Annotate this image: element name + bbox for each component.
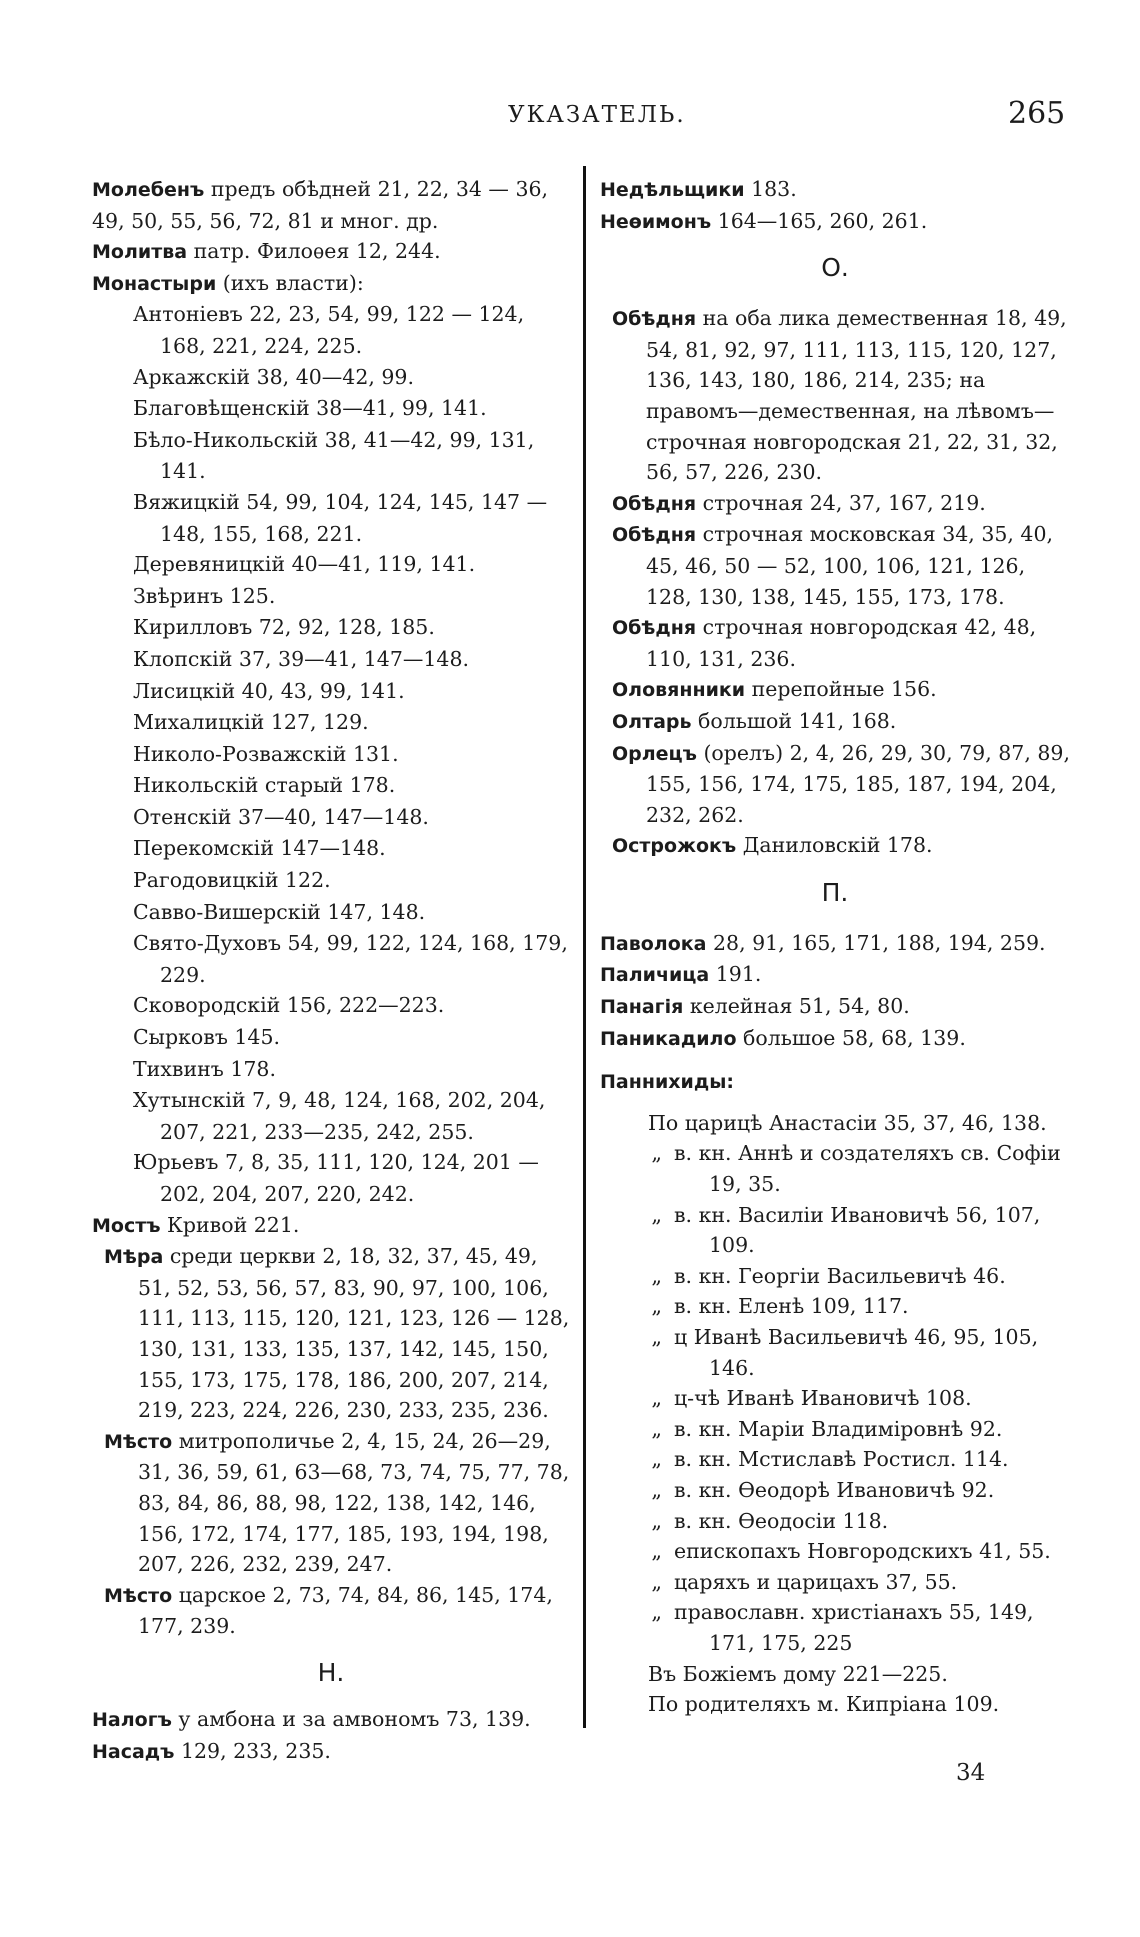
- entry-headword: Орлецъ: [612, 742, 697, 765]
- entry-headword: Мѣра: [104, 1246, 164, 1269]
- pannikhidy-heading: Паннихиды:: [600, 1071, 734, 1094]
- entry-headword: Обѣдня: [612, 524, 697, 547]
- index-entry: [92, 928, 570, 990]
- entry-references: Звѣринъ 125.: [133, 583, 276, 608]
- entry-references: Отенскій 37—40, 147—148.: [133, 804, 429, 829]
- index-entry: [92, 739, 570, 771]
- entry-headword: Обѣдня: [612, 617, 697, 640]
- entry-headword: Обѣдня: [612, 492, 697, 515]
- ditto-mark: „: [651, 1539, 662, 1564]
- entry-references: царское 2, 73, 74, 84, 86, 145, 174, 177, 239.: [138, 1582, 553, 1639]
- pannikhida-text: в. кн. Еленѣ 109, 117.: [674, 1294, 909, 1319]
- index-entry: [92, 299, 570, 361]
- pannikhidy-first: По царицѣ Анастасіи 35, 37, 46, 138.: [648, 1110, 1047, 1135]
- index-entry: [92, 897, 570, 929]
- entry-headword: Мостъ: [92, 1214, 161, 1237]
- pannikhidy-after-2: По родителяхъ м. Кипріана 109.: [648, 1692, 1000, 1717]
- entry-headword: Монастыри: [92, 272, 217, 295]
- entry-references: Сковородскій 156, 222—223.: [133, 993, 445, 1018]
- pannikhida-item: [600, 1200, 1070, 1261]
- pannikhida-item: [600, 1444, 1070, 1475]
- entry-references: 191.: [709, 962, 762, 987]
- ditto-mark: „: [651, 1508, 662, 1533]
- right-column: [600, 174, 1070, 1720]
- ditto-mark: „: [651, 1447, 662, 1472]
- ditto-mark: „: [651, 1141, 662, 1166]
- index-entry: [92, 1054, 570, 1086]
- entry-references: Хутынскій 7, 9, 48, 124, 168, 202, 204, 207, 221, 233—235, 242, 255.: [133, 1088, 546, 1144]
- index-entry: [600, 738, 1070, 831]
- pannikhida-item: [600, 1536, 1070, 1567]
- entry-references: Деревяницкій 40—41, 119, 141.: [133, 552, 476, 577]
- ditto-mark: „: [651, 1263, 662, 1288]
- index-entry: [600, 1023, 1070, 1055]
- pannikhida-item: [600, 1261, 1070, 1292]
- index-entry: [92, 268, 570, 300]
- entry-references: патр. Филоѳея 12, 244.: [187, 239, 441, 264]
- index-entry: [92, 1426, 570, 1580]
- entry-headword: Олтарь: [612, 710, 692, 733]
- ditto-mark: „: [651, 1386, 662, 1411]
- index-entry: [600, 488, 1070, 520]
- entry-headword: Неѳимонъ: [600, 210, 712, 233]
- entry-references: Перекомскій 147—148.: [133, 836, 386, 861]
- left-column: [92, 174, 570, 1767]
- pannikhida-text: в. кн. Ѳеодосіи 118.: [674, 1508, 889, 1533]
- entry-headword: Мѣсто: [104, 1584, 173, 1607]
- entry-references: Клопскій 37, 39—41, 147—148.: [133, 646, 470, 671]
- entries-m: [92, 174, 570, 1642]
- index-entry: [600, 674, 1070, 706]
- ditto-mark: „: [651, 1477, 662, 1502]
- entry-headword: Недѣльщики: [600, 179, 745, 201]
- entry-references: Кирилловъ 72, 92, 128, 185.: [133, 615, 435, 640]
- entry-references: Сырковъ 145.: [133, 1025, 281, 1050]
- index-entry: [600, 206, 1070, 238]
- section-letter-n: Н.: [317, 1657, 345, 1687]
- pannikhida-text: в. кн. Маріи Владиміровнѣ 92.: [674, 1416, 1003, 1441]
- pannikhida-item: [600, 1475, 1070, 1506]
- pannikhida-text: в. кн. Аннѣ и создателяхъ св. Софіи 19, 35.: [674, 1141, 1061, 1197]
- entry-headword: Паволока: [600, 932, 707, 955]
- pannikhida-item: [600, 1322, 1070, 1383]
- index-entry: [92, 1241, 570, 1426]
- section-letter-o: О.: [821, 253, 849, 283]
- entry-references: Аркажскій 38, 40—42, 99.: [133, 364, 414, 389]
- entry-references: Юрьевъ 7, 8, 35, 111, 120, 124, 201 — 202, 204, 207, 220, 242.: [133, 1150, 539, 1206]
- entry-headword: Паникадило: [600, 1027, 737, 1050]
- entry-headword: Молебенъ: [92, 179, 205, 201]
- index-entry: [92, 362, 570, 394]
- pannikhida-item: [600, 1414, 1070, 1445]
- entry-headword: Острожокъ: [612, 835, 737, 858]
- index-entry: [92, 1580, 570, 1642]
- index-entry: [600, 928, 1070, 960]
- index-entry: [600, 612, 1070, 674]
- entry-headword: Молитва: [92, 241, 188, 264]
- entry-references: (ихъ власти):: [216, 270, 364, 295]
- ditto-mark: „: [651, 1416, 662, 1441]
- pannikhida-item: [600, 1567, 1070, 1598]
- entry-references: Никольскій старый 178.: [133, 773, 396, 798]
- entry-references: Бѣло-Никольскій 38, 41—42, 99, 131, 141.: [133, 427, 535, 484]
- entry-headword: Мѣсто: [104, 1430, 173, 1453]
- signature-mark: 34: [956, 1760, 986, 1786]
- ditto-mark: „: [651, 1325, 662, 1349]
- pannikhidy-list: [600, 1138, 1070, 1658]
- ditto-mark: „: [651, 1202, 662, 1227]
- index-entry: [92, 581, 570, 613]
- pannikhida-item: [600, 1383, 1070, 1414]
- entry-references: среди церкви 2, 18, 32, 37, 45, 49, 51, 52, 53, 56, 57, 83, 90, 97, 100, 106, 111, 113, 115, 120, 121, 123, 126 — 128, 130, 131, 133, 135, 137, 142, 145, 150, 155, 173, 175, 178, 186, 200, 207, 214, 219, 223, 224, 226, 230, 233, 235, 236.: [138, 1244, 570, 1423]
- index-entry: [92, 676, 570, 708]
- entry-references: 164—165, 260, 261.: [711, 208, 928, 233]
- entry-references: Благовѣщенскій 38—41, 99, 141.: [133, 396, 487, 421]
- index-entry: [600, 991, 1070, 1023]
- entry-references: большой 141, 168.: [691, 708, 897, 733]
- entry-references: Лисицкій 40, 43, 99, 141.: [133, 678, 405, 703]
- entries-n: [92, 1704, 570, 1767]
- index-entry: [600, 174, 1070, 206]
- ditto-mark: „: [651, 1600, 662, 1625]
- entry-references: строчная 24, 37, 167, 219.: [696, 490, 986, 515]
- index-entry: [92, 770, 570, 802]
- pannikhida-text: царяхъ и царицахъ 37, 55.: [674, 1569, 958, 1594]
- index-entry: [92, 174, 570, 236]
- entry-references: келейная 51, 54, 80.: [683, 994, 910, 1019]
- index-entry: [92, 393, 570, 425]
- index-entry: [92, 707, 570, 739]
- pannikhida-text: в. кн. Василіи Ивановичѣ 56, 107, 109.: [674, 1202, 1041, 1258]
- entry-references: Даниловскій 178.: [736, 833, 933, 858]
- index-entry: [92, 833, 570, 865]
- pannikhida-text: ц-чѣ Иванѣ Ивановичѣ 108.: [674, 1386, 972, 1411]
- index-entry: [92, 802, 570, 834]
- entry-references: Вяжицкій 54, 99, 104, 124, 145, 147 — 148, 155, 168, 221.: [133, 489, 548, 546]
- pannikhida-item: [600, 1291, 1070, 1322]
- entry-references: строчная московская 34, 35, 40, 45, 46, 50 — 52, 100, 106, 121, 126, 128, 130, 138, 145, 155, 173, 178.: [646, 522, 1054, 609]
- entry-references: Михалицкій 127, 129.: [133, 710, 369, 735]
- entry-references: Антоніевъ 22, 23, 54, 99, 122 — 124, 168, 221, 224, 225.: [133, 302, 525, 358]
- index-entry: [92, 644, 570, 676]
- index-entry: [92, 549, 570, 581]
- entry-references: митрополичье 2, 4, 15, 24, 26—29, 31, 36, 59, 61, 63—68, 73, 74, 75, 77, 78, 83, 84, 86, 88, 98, 122, 138, 142, 146, 156, 172, 174, 177, 185, 193, 194, 198, 207, 226, 232, 239, 247.: [138, 1428, 570, 1577]
- entries-p: [600, 928, 1070, 1054]
- entry-references: Рагодовицкій 122.: [133, 868, 331, 893]
- index-entry: [600, 303, 1070, 488]
- entries-n-cont: [600, 174, 1070, 237]
- section-letter-p: П.: [821, 877, 849, 907]
- entry-references: (орелъ) 2, 4, 26, 29, 30, 79, 87, 89, 155, 156, 174, 175, 185, 187, 194, 204, 232, 262.: [646, 740, 1070, 827]
- entry-references: строчная новгородская 42, 48, 110, 131, 236.: [646, 615, 1037, 671]
- index-entry: [600, 959, 1070, 991]
- index-entry: [92, 487, 570, 549]
- entry-references: Тихвинъ 178.: [133, 1056, 276, 1081]
- page-number: 265: [1008, 96, 1066, 131]
- index-entry: [600, 519, 1070, 612]
- pannikhida-text: епископахъ Новгородскихъ 41, 55.: [674, 1539, 1051, 1564]
- entry-headword: Насадъ: [92, 1740, 175, 1763]
- index-entry: [92, 1736, 570, 1768]
- index-entry: [600, 830, 1070, 862]
- index-entry: [92, 612, 570, 644]
- pannikhida-text: в. кн. Георгіи Васильевичѣ 46.: [674, 1263, 1006, 1288]
- entry-headword: Обѣдня: [612, 308, 697, 331]
- pannikhida-text: ц Иванѣ Васильевичѣ 46, 95, 105, 146.: [674, 1325, 1039, 1380]
- entry-references: Савво-Вишерскій 147, 148.: [133, 899, 426, 924]
- pannikhida-text: в. кн. Ѳеодорѣ Ивановичѣ 92.: [674, 1477, 995, 1502]
- entries-o: [600, 303, 1070, 862]
- entry-references: на оба лика демественная 18, 49, 54, 81, 92, 97, 111, 113, 115, 120, 127, 136, 143, 180, 186, 214, 235; на правомъ—демественная, на лѣвомъ—строчная новгородская 21, 22, 31, 32, 56, 57, 226, 230.: [646, 306, 1067, 485]
- index-entry: [92, 425, 570, 487]
- index-entry: [92, 865, 570, 897]
- running-title: УКАЗАТЕЛЬ.: [508, 102, 686, 128]
- index-entry: [92, 236, 570, 268]
- entry-references: большое 58, 68, 139.: [736, 1025, 966, 1050]
- entry-references: перепойные 156.: [745, 677, 937, 702]
- entry-references: предъ обѣдней 21, 22, 34 — 36, 49, 50, 55, 56, 72, 81 и мног. др.: [92, 177, 549, 233]
- entry-references: 129, 233, 235.: [174, 1738, 331, 1763]
- index-entry: [92, 1704, 570, 1736]
- entry-headword: Оловянники: [612, 679, 746, 702]
- entry-headword: Налогъ: [92, 1708, 172, 1731]
- index-entry: [92, 1085, 570, 1147]
- pannikhida-item: [600, 1138, 1070, 1199]
- index-entry: [92, 1022, 570, 1054]
- index-entry: [92, 1210, 570, 1242]
- entry-headword: Паличица: [600, 964, 710, 987]
- entry-references: Кривой 221.: [160, 1212, 300, 1237]
- ditto-mark: „: [651, 1569, 662, 1594]
- pannikhida-item: [600, 1506, 1070, 1537]
- index-entry: [92, 1147, 570, 1209]
- entry-references: у амбона и за амвономъ 73, 139.: [171, 1706, 531, 1731]
- pannikhida-item: [600, 1597, 1070, 1658]
- column-divider: [583, 166, 586, 1728]
- entry-references: 183.: [744, 177, 797, 201]
- pannikhida-text: в. кн. Мстиславѣ Ростисл. 114.: [674, 1447, 1009, 1472]
- entry-references: Николо-Розважскій 131.: [133, 741, 399, 766]
- ditto-mark: „: [651, 1294, 662, 1319]
- pannikhidy-after-1: Въ Божіемъ дому 221—225.: [648, 1661, 948, 1686]
- entry-references: 28, 91, 165, 171, 188, 194, 259.: [706, 930, 1046, 955]
- entry-references: Свято-Духовъ 54, 99, 122, 124, 168, 179, 229.: [133, 931, 568, 987]
- index-entry: [92, 990, 570, 1022]
- pannikhida-text: православн. христіанахъ 55, 149, 171, 175, 225: [674, 1600, 1034, 1655]
- entry-headword: Панагія: [600, 996, 684, 1019]
- index-entry: [600, 706, 1070, 738]
